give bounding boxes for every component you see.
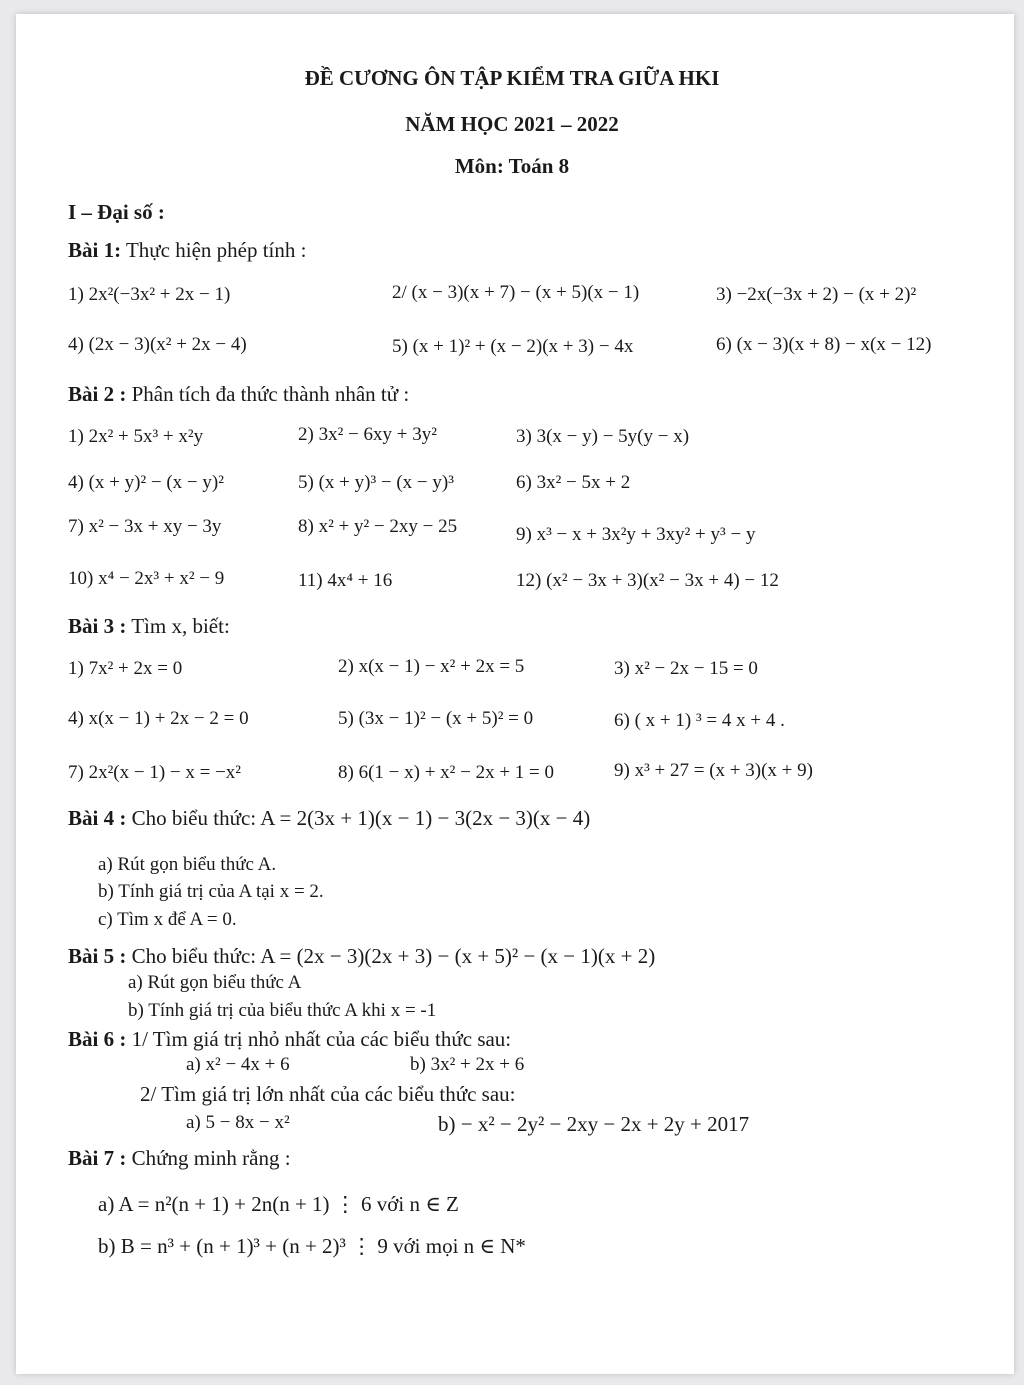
bai3-text: Tìm x, biết:: [126, 614, 230, 638]
bai1-item-4: 4) (2x − 3)(x² + 2x − 4): [68, 334, 247, 355]
bai1-item-1: 1) 2x²(−3x² + 2x − 1): [68, 284, 231, 305]
bai5-part-a: a) Rút gọn biểu thức A: [128, 972, 302, 993]
bai3-item-2: 2) x(x − 1) − x² + 2x = 5: [338, 656, 525, 677]
bai2-item-3: 3) 3(x − y) − 5y(y − x): [516, 426, 690, 447]
bai2-item-2: 2) 3x² − 6xy + 3y²: [298, 424, 437, 445]
bai5-part-b: b) Tính giá trị của biểu thức A khi x = -1: [128, 1000, 437, 1021]
bai2-item-11: 11) 4x⁴ + 16: [298, 570, 393, 591]
bai3-item-9: 9) x³ + 27 = (x + 3)(x + 9): [614, 760, 813, 781]
bai3-label: Bài 3 :: [68, 614, 127, 638]
bai2-item-9: 9) x³ − x + 3x²y + 3xy² + y³ − y: [516, 524, 756, 545]
bai5-label: Bài 5 :: [68, 944, 127, 968]
bai7-part-a: a) A = n²(n + 1) + 2n(n + 1) ⋮ 6 với n ∈ Z: [98, 1192, 459, 1216]
bai3-item-4: 4) x(x − 1) + 2x − 2 = 0: [68, 708, 249, 729]
bai4-text: Cho biểu thức: A = 2(3x + 1)(x − 1) − 3(2x − 3)(x − 4): [126, 806, 591, 830]
bai2-item-7: 7) x² − 3x + xy − 3y: [68, 516, 222, 537]
bai2-item-10: 10) x⁴ − 2x³ + x² − 9: [68, 568, 225, 589]
bai6-heading: [68, 1027, 511, 1052]
bai2-item-4: 4) (x + y)² − (x − y)²: [68, 472, 224, 493]
bai3-item-3: 3) x² − 2x − 15 = 0: [614, 658, 758, 679]
bai6-min-a: a) x² − 4x + 6: [186, 1054, 290, 1075]
bai7-text: Chứng minh rằng :: [126, 1146, 291, 1170]
bai2-item-6: 6) 3x² − 5x + 2: [516, 472, 631, 493]
bai2-item-8: 8) x² + y² − 2xy − 25: [298, 516, 458, 537]
bai6-label: Bài 6 :: [68, 1027, 127, 1051]
bai1-item-2: 2/ (x − 3)(x + 7) − (x + 5)(x − 1): [392, 282, 640, 303]
bai3-item-6: 6) ( x + 1) ³ = 4 x + 4 .: [614, 710, 785, 731]
bai5-heading: [68, 944, 655, 969]
bai4-label: Bài 4 :: [68, 806, 127, 830]
document-title: ĐỀ CƯƠNG ÔN TẬP KIỂM TRA GIỮA HKI: [304, 66, 720, 90]
bai4-part-a: a) Rút gọn biểu thức A.: [98, 854, 277, 875]
bai1-text: Thực hiện phép tính :: [121, 238, 307, 262]
bai2-item-12: 12) (x² − 3x + 3)(x² − 3x + 4) − 12: [516, 570, 779, 591]
bai1-heading: [68, 238, 306, 263]
school-year: NĂM HỌC 2021 – 2022: [405, 112, 619, 136]
bai5-text: Cho biểu thức: A = (2x − 3)(2x + 3) − (x + 5)² − (x − 1)(x + 2): [126, 944, 656, 968]
bai4-part-b: b) Tính giá trị của A tại x = 2.: [98, 881, 324, 902]
bai3-item-5: 5) (3x − 1)² − (x + 5)² = 0: [338, 708, 534, 729]
bai3-item-1: 1) 7x² + 2x = 0: [68, 658, 183, 679]
bai6-text: 1/ Tìm giá trị nhỏ nhất của các biểu thức sau:: [126, 1027, 512, 1051]
subject-heading: Môn: Toán 8: [454, 154, 570, 178]
bai6-min-b: b) 3x² + 2x + 6: [410, 1054, 525, 1075]
bai7-part-b: b) B = n³ + (n + 1)³ + (n + 2)³ ⋮ 9 với mọi n ∈ N*: [98, 1234, 526, 1258]
section-algebra-heading: I – Đại số :: [68, 200, 165, 224]
bai1-item-3: 3) −2x(−3x + 2) − (x + 2)²: [716, 284, 917, 305]
bai7-label: Bài 7 :: [68, 1146, 127, 1170]
bai7-heading: [68, 1146, 291, 1171]
bai3-item-8: 8) 6(1 − x) + x² − 2x + 1 = 0: [338, 762, 555, 783]
bai3-item-7: 7) 2x²(x − 1) − x = −x²: [68, 762, 241, 783]
bai2-text: Phân tích đa thức thành nhân tử :: [126, 382, 410, 406]
bai1-label: Bài 1:: [68, 238, 122, 262]
bai6-max-a: a) 5 − 8x − x²: [186, 1112, 290, 1133]
bai2-item-1: 1) 2x² + 5x³ + x²y: [68, 426, 204, 447]
bai2-item-5: 5) (x + y)³ − (x − y)³: [298, 472, 454, 493]
bai4-part-c: c) Tìm x để A = 0.: [98, 909, 237, 930]
bai6-max-b: b) − x² − 2y² − 2xy − 2x + 2y + 2017: [438, 1112, 750, 1136]
bai1-item-6: 6) (x − 3)(x + 8) − x(x − 12): [716, 334, 932, 355]
bai2-heading: [68, 382, 409, 407]
bai6-part-2: 2/ Tìm giá trị lớn nhất của các biểu thức sau:: [140, 1082, 516, 1106]
bai2-label: Bài 2 :: [68, 382, 127, 406]
bai3-heading: [68, 614, 230, 639]
bai1-item-5: 5) (x + 1)² + (x − 2)(x + 3) − 4x: [392, 336, 634, 357]
bai4-heading: [68, 806, 590, 831]
